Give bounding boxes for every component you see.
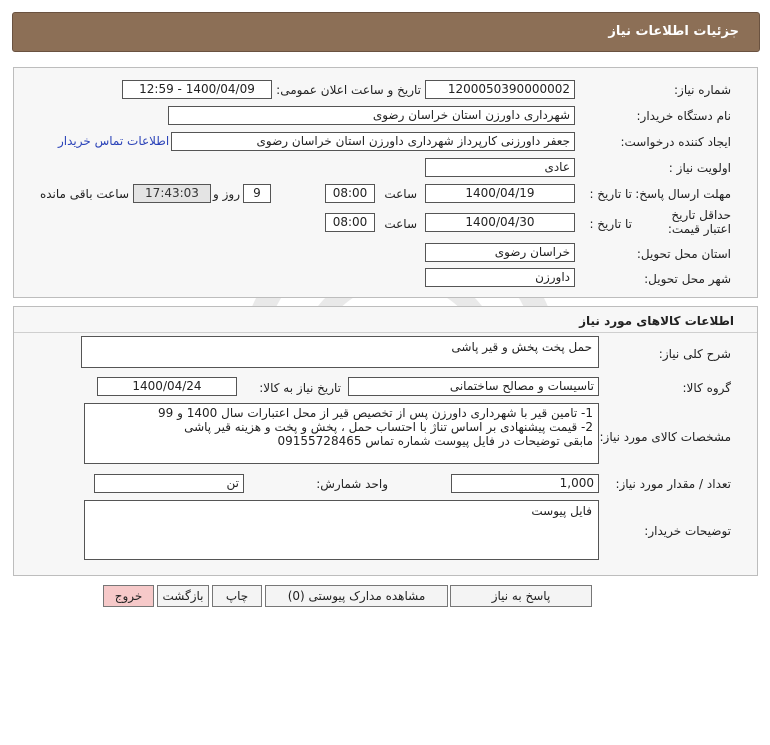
days-remaining-field: 9 bbox=[243, 184, 271, 203]
print-button[interactable]: چاپ bbox=[212, 585, 262, 607]
validity-time-label: ساعت bbox=[384, 217, 417, 231]
days-label: روز و bbox=[213, 187, 240, 201]
announce-datetime-field: 1400/04/09 - 12:59 bbox=[122, 80, 272, 99]
need-info-panel bbox=[13, 67, 758, 298]
page-header bbox=[12, 12, 760, 52]
announce-datetime-label: تاریخ و ساعت اعلان عمومی: bbox=[276, 83, 421, 97]
unit-label: واحد شمارش: bbox=[316, 477, 388, 491]
goods-group-field: تاسیسات و مصالح ساختمانی bbox=[348, 377, 599, 396]
validity-date-field: 1400/04/30 bbox=[425, 213, 575, 232]
need-date-label: تاریخ نیاز به کالا: bbox=[259, 381, 341, 395]
request-creator-field: جعفر داورزنی کارپرداز شهرداری داورزن استان خراسان رضوی bbox=[171, 132, 575, 151]
remaining-time-label: ساعت باقی مانده bbox=[39, 187, 129, 201]
need-number-field: 1200050390000002 bbox=[425, 80, 575, 99]
section-divider bbox=[14, 332, 757, 333]
quantity-field: 1,000 bbox=[451, 474, 599, 493]
buyer-contact-link[interactable]: اطلاعات تماس خریدار bbox=[58, 134, 170, 148]
reply-button[interactable]: پاسخ به نیاز bbox=[450, 585, 592, 607]
spec-line-3: مابقی توضیحات در فایل پیوست شماره تماس 09155728465 bbox=[277, 434, 593, 448]
goods-section-title: اطلاعات کالاهای مورد نیاز bbox=[579, 314, 734, 328]
deadline-time-field: 08:00 bbox=[325, 184, 375, 203]
general-desc-field: حمل پخت پخش و قیر پاشی bbox=[81, 336, 599, 368]
remaining-time-field: 17:43:03 bbox=[133, 184, 211, 203]
deadline-time-label: ساعت bbox=[384, 187, 417, 201]
buyer-name-field: شهرداری داورزن استان خراسان رضوی bbox=[168, 106, 575, 125]
delivery-province-field: خراسان رضوی bbox=[425, 243, 575, 262]
unit-field: تن bbox=[94, 474, 244, 493]
need-number-label: شماره نیاز: bbox=[674, 83, 731, 97]
buyer-notes-label: توضیحات خریدار: bbox=[644, 524, 731, 538]
deadline-label: مهلت ارسال پاسخ: bbox=[635, 187, 731, 201]
spec-line-1: 1- تامین قیر با شهرداری داورزن پس از تخصیص قیر از محل اعتبارات سال 1400 و 99 bbox=[158, 406, 593, 420]
exit-button[interactable]: خروج bbox=[103, 585, 154, 607]
delivery-city-field: داورزن bbox=[425, 268, 575, 287]
general-desc-label: شرح کلی نیاز: bbox=[658, 347, 731, 361]
goods-spec-label: مشخصات کالای مورد نیاز: bbox=[599, 430, 731, 444]
view-attachments-button[interactable]: مشاهده مدارک پیوستی (0) bbox=[265, 585, 448, 607]
goods-group-label: گروه کالا: bbox=[682, 381, 731, 395]
priority-field: عادی bbox=[425, 158, 575, 177]
buyer-name-label: نام دستگاه خریدار: bbox=[636, 109, 731, 123]
spec-line-2: 2- قیمت پیشنهادی بر اساس تناژ با احتساب حمل ، پخش و پخت و هزینه قیر پاشی bbox=[184, 420, 593, 434]
validity-time-field: 08:00 bbox=[325, 213, 375, 232]
price-validity-text: حداقل تاریخ اعتبار قیمت: bbox=[667, 208, 731, 236]
price-validity-label bbox=[641, 208, 731, 236]
deadline-date-field: 1400/04/19 bbox=[425, 184, 575, 203]
delivery-province-label: استان محل تحویل: bbox=[636, 247, 731, 261]
priority-label: اولویت نیاز : bbox=[668, 161, 731, 175]
buyer-notes-field: فایل پیوست bbox=[84, 500, 599, 560]
deadline-until-date-label: تا تاریخ : bbox=[589, 187, 632, 201]
delivery-city-label: شهر محل تحویل: bbox=[644, 272, 731, 286]
back-button[interactable]: بازگشت bbox=[157, 585, 209, 607]
quantity-label: تعداد / مقدار مورد نیاز: bbox=[615, 477, 731, 491]
need-date-field: 1400/04/24 bbox=[97, 377, 237, 396]
page-title: جزئیات اطلاعات نیاز bbox=[608, 24, 739, 39]
goods-spec-field bbox=[84, 403, 599, 464]
validity-until-date-label: تا تاریخ : bbox=[589, 217, 632, 231]
request-creator-label: ایجاد کننده درخواست: bbox=[620, 135, 731, 149]
